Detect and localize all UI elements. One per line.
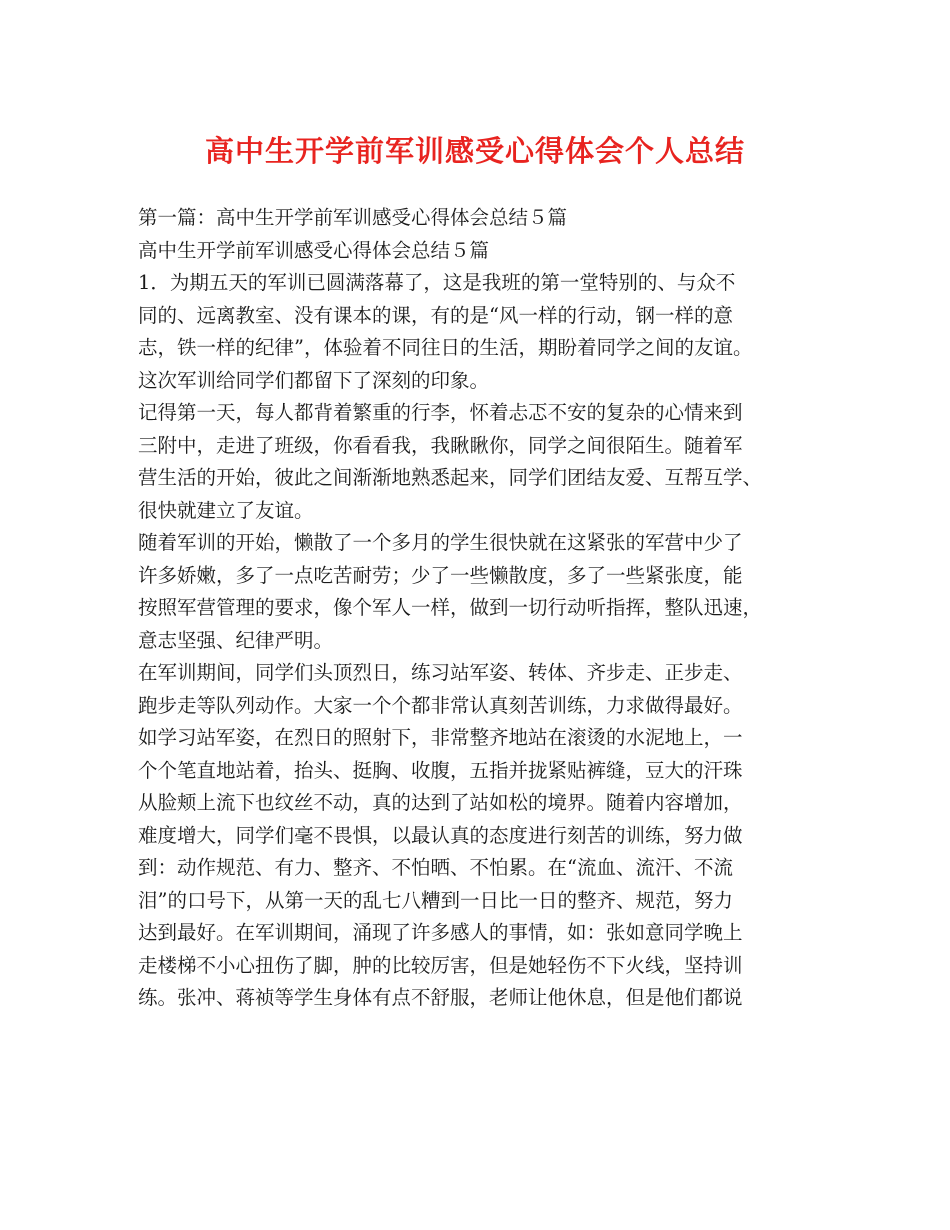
text-line: 泪”的口号下，从第一天的乱七八糟到一日比一日的整齐、规范，努力 [138, 888, 733, 912]
text-line: 随着军训的开始，懒散了一个多月的学生很快就在这紧张的军营中少了 [138, 531, 743, 554]
text-line: 达到最好。在军训期间，涌现了许多感人的事情，如：张如意同学晚上 [138, 921, 743, 944]
text-line: 如学习站军姿，在烈日的照射下，非常整齐地站在滚烫的水泥地上，一 [138, 726, 743, 749]
text-line: 高中生开学前军训感受心得体会总结５篇 [138, 238, 490, 262]
text-line: 走楼梯不小心扭伤了脚，肿的比较厉害，但是她轻伤不下火线，坚持训 [138, 953, 743, 977]
text-line: 许多娇嫩，多了一点吃苦耐劳；少了一些懒散度，多了一些紧张度，能 [138, 563, 743, 587]
text-line: 意志坚强、纪律严明。 [138, 628, 334, 652]
text-line: 难度增大，同学们毫不畏惧，以最认真的态度进行刻苦的训练，努力做 [138, 823, 743, 847]
text-line: 到：动作规范、有力、整齐、不怕晒、不怕累。在“流血、流汗、不流 [138, 856, 733, 879]
text-line: 练。张冲、蒋祯等学生身体有点不舒服，老师让他休息，但是他们都说 [138, 986, 743, 1009]
text-line: 营生活的开始，彼此之间渐渐地熟悉起来，同学们团结友爱、互帮互学、 [138, 466, 763, 489]
text-line: 第一篇：高中生开学前军训感受心得体会总结５篇 [138, 206, 568, 229]
document-body [138, 202, 828, 1015]
text-line: 从脸颊上流下也纹丝不动，真的达到了站如松的境界。随着内容增加， [138, 791, 743, 814]
text-line: 跑步走等队列动作。大家一个个都非常认真刻苦训练，力求做得最好。 [138, 693, 743, 717]
text-line: 同的、远离教室、没有课本的课，有的是“风一样的行动，钢一样的意 [138, 303, 733, 327]
text-line: 1．为期五天的军训已圆满落幕了，这是我班的第一堂特别的、与众不 [138, 271, 736, 294]
text-line: 三附中，走进了班级，你看看我，我瞅瞅你，同学之间很陌生。随着军 [138, 433, 743, 457]
text-line: 按照军营管理的要求，像个军人一样，做到一切行动听指挥，整队迅速， [138, 596, 763, 619]
text-line: 志，铁一样的纪律”，体验着不同往日的生活，期盼着同学之间的友谊。 [138, 336, 753, 359]
text-line: 个个笔直地站着，抬头、挺胸、收腹，五指并拢紧贴裤缝，豆大的汗珠 [138, 758, 743, 782]
text-line: 很快就建立了友谊。 [138, 498, 314, 522]
text-line: 在军训期间，同学们头顶烈日，练习站军姿、转体、齐步走、正步走、 [138, 661, 743, 684]
text-line: 这次军训给同学们都留下了深刻的印象。 [138, 368, 490, 392]
document-title: 高中生开学前军训感受心得体会个人总结 [204, 134, 745, 168]
text-line: 记得第一天，每人都背着繁重的行李，怀着忐忑不安的复杂的心情来到 [138, 401, 743, 424]
